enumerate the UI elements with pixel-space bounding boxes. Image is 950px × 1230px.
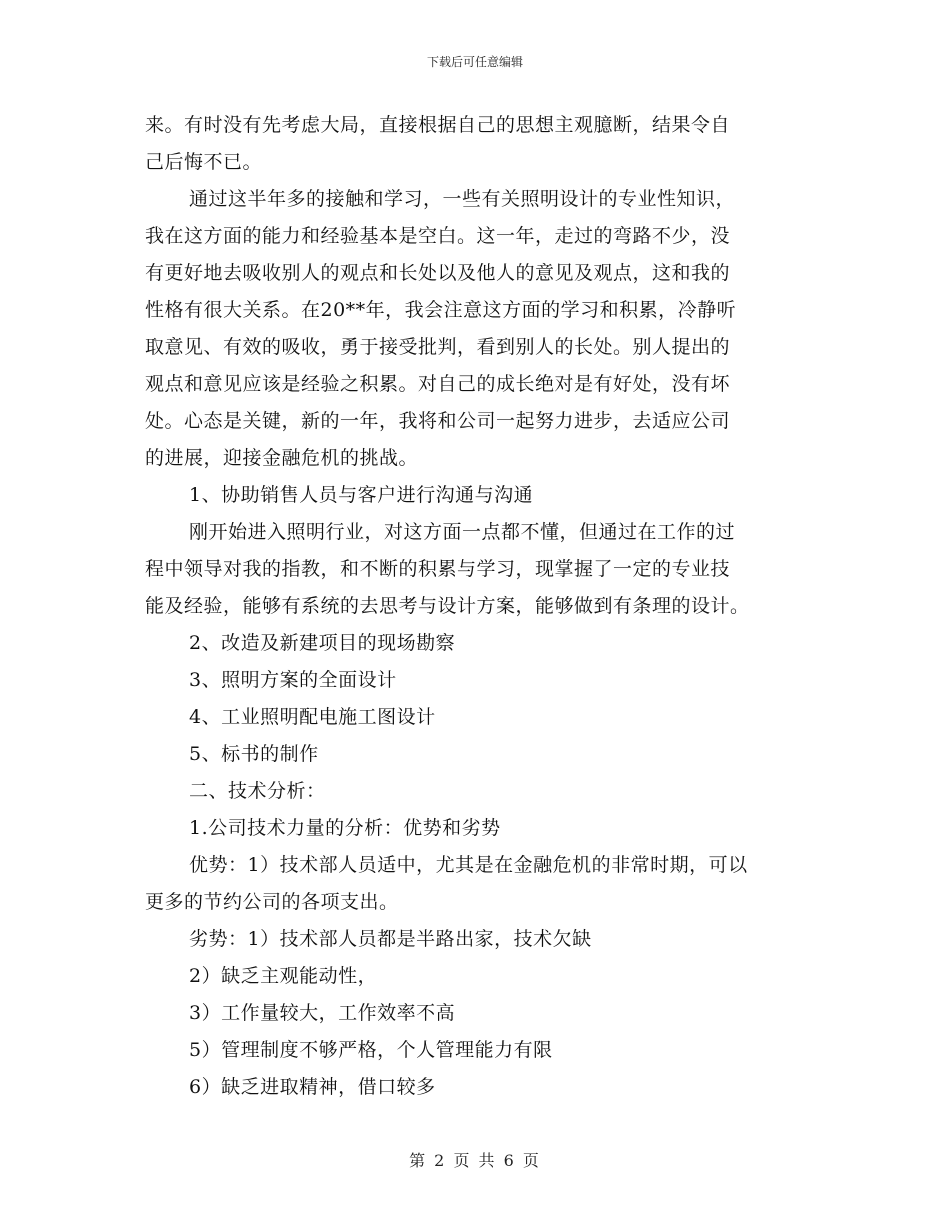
paragraph-line: 3、照明方案的全面设计 xyxy=(189,669,397,691)
paragraph-line: 5）管理制度不够严格，个人管理能力有限 xyxy=(189,1039,553,1061)
paragraph-line: 二、技术分析： xyxy=(189,780,326,802)
page-header: 下载后可任意编辑 xyxy=(426,55,523,69)
paragraph-line: 的进展，迎接金融危机的挑战。 xyxy=(145,447,419,469)
paragraph-line: 更多的节约公司的各项支出。 xyxy=(145,891,399,913)
paragraph-line: 处。心态是关键，新的一年，我将和公司一起努力进步，去适应公司 xyxy=(145,410,731,432)
paragraph-line: 程中领导对我的指教，和不断的积累与学习，现掌握了一定的专业技 xyxy=(145,558,731,580)
paragraph-line: 2、改造及新建项目的现场勘察 xyxy=(189,632,456,654)
paragraph-line: 有更好地去吸收别人的观点和长处以及他人的意见及观点，这和我的 xyxy=(145,262,731,284)
paragraph-line: 1、协助销售人员与客户进行沟通与沟通 xyxy=(189,484,534,506)
paragraph-line: 取意见、有效的吸收，勇于接受批判，看到别人的长处。别人提出的 xyxy=(145,336,731,358)
paragraph-line: 2）缺乏主观能动性， xyxy=(189,965,378,987)
document-body xyxy=(145,107,810,1106)
paragraph-line: 观点和意见应该是经验之积累。对自己的成长绝对是有好处，没有坏 xyxy=(145,373,731,395)
paragraph-line: 3）工作量较大，工作效率不高 xyxy=(189,1002,456,1024)
paragraph-line: 通过这半年多的接触和学习，一些有关照明设计的专业性知识， xyxy=(189,188,736,210)
paragraph-line: 6）缺乏进取精神，借口较多 xyxy=(189,1076,436,1098)
paragraph-line: 来。有时没有先考虑大局，直接根据自己的思想主观臆断，结果令自 xyxy=(145,114,731,136)
page-number-footer: 第 2 页 共 6 页 xyxy=(409,1151,541,1170)
paragraph-line: 5、标书的制作 xyxy=(189,743,319,765)
paragraph-line: 性格有很大关系。在20**年，我会注意这方面的学习和积累，冷静听 xyxy=(145,299,737,321)
paragraph-line: 我在这方面的能力和经验基本是空白。这一年，走过的弯路不少，没 xyxy=(145,225,731,247)
paragraph-line: 4、工业照明配电施工图设计 xyxy=(189,706,436,728)
paragraph-line: 刚开始进入照明行业，对这方面一点都不懂，但通过在工作的过 xyxy=(189,521,736,543)
paragraph-line: 己后悔不已。 xyxy=(145,151,263,173)
paragraph-line: 劣势：1）技术部人员都是半路出家，技术欠缺 xyxy=(189,928,592,950)
paragraph-line: 1.公司技术力量的分析：优势和劣势 xyxy=(189,817,501,839)
paragraph-line: 优势：1）技术部人员适中，尤其是在金融危机的非常时期，可以 xyxy=(189,854,748,876)
paragraph-line: 能及经验，能够有系统的去思考与设计方案，能够做到有条理的设计。 xyxy=(145,595,750,617)
